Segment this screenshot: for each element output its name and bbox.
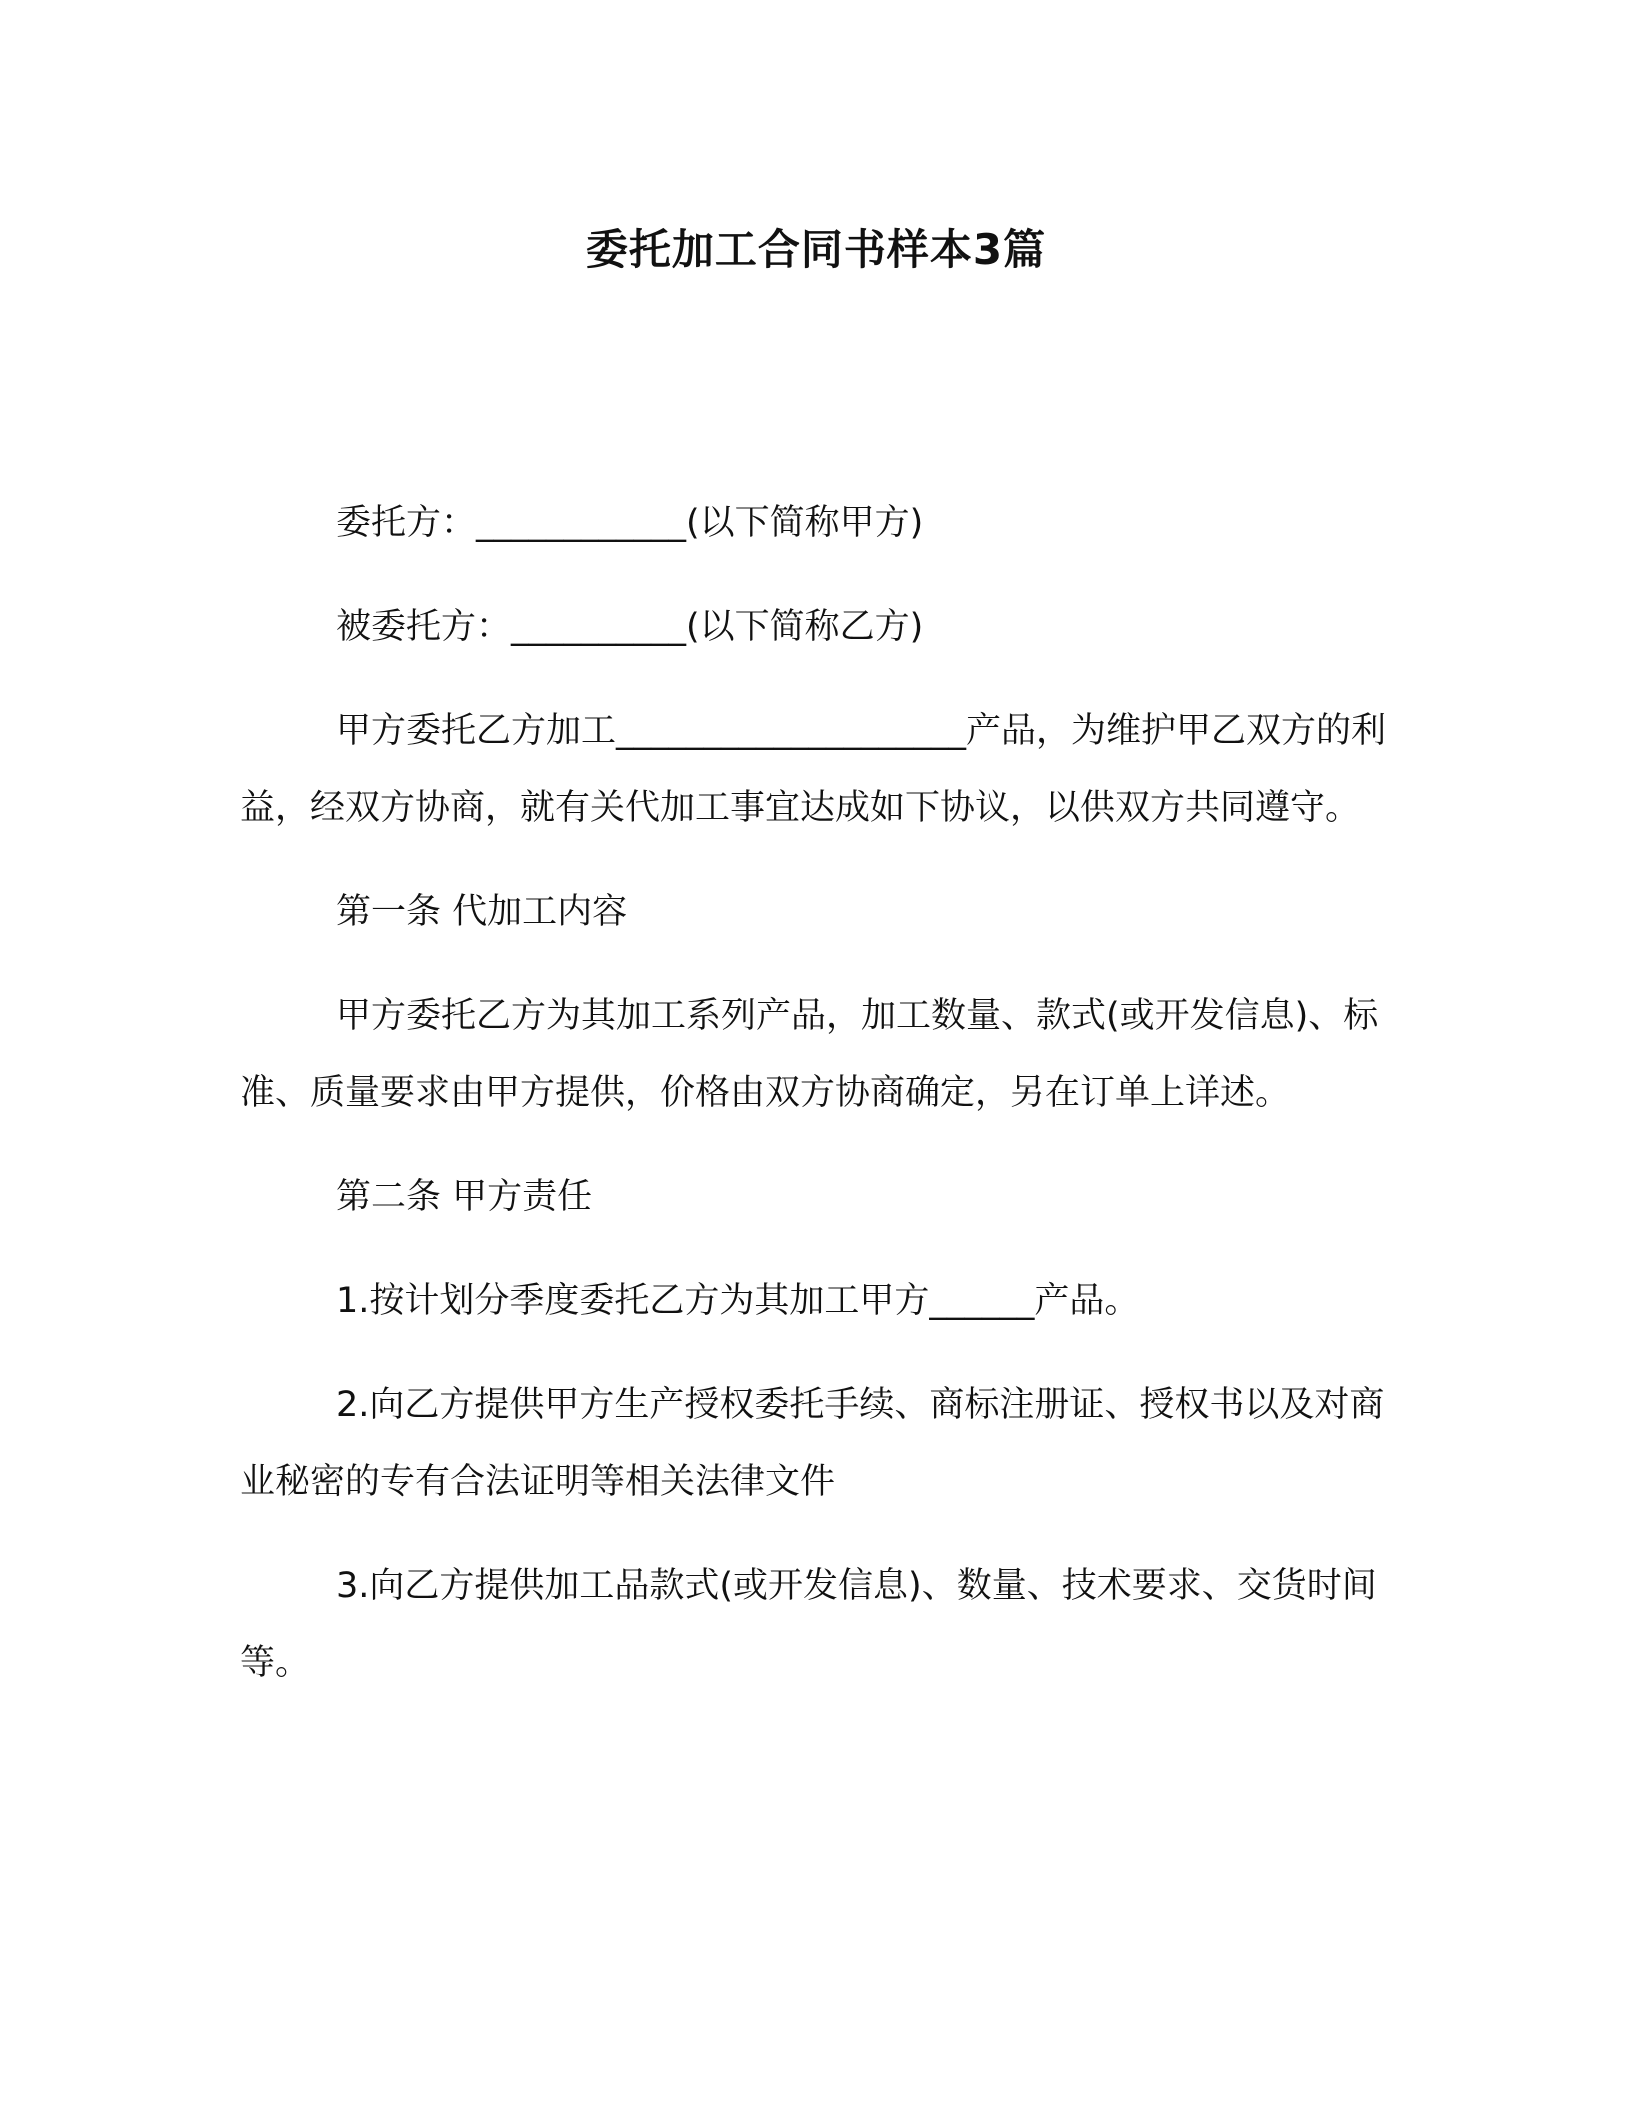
article-2-heading: 第二条 甲方责任 xyxy=(336,1177,593,1217)
preamble-paragraph: 甲方委托乙方加工____________________产品，为维护甲乙双方的利益，经双方协商，就有关代加工事宜达成如下协议，以供双方共同遵守。 xyxy=(240,711,1387,828)
document-title: 委托加工合同书样本3篇 xyxy=(585,225,1047,274)
article-2-item-3: 3.向乙方提供加工品款式(或开发信息)、数量、技术要求、交货时间等。 xyxy=(240,1566,1377,1683)
entrusting-party-line: 委托方：____________(以下简称甲方) xyxy=(336,503,924,543)
document-body xyxy=(240,485,1390,1729)
article-1-paragraph: 甲方委托乙方为其加工系列产品，加工数量、款式(或开发信息)、标准、质量要求由甲方提供，价格由双方协商确定，另在订单上详述。 xyxy=(240,996,1379,1113)
article-2-item-2: 2.向乙方提供甲方生产授权委托手续、商标注册证、授权书以及对商业秘密的专有合法证明等相关法律文件 xyxy=(240,1385,1385,1502)
article-1-heading: 第一条 代加工内容 xyxy=(336,892,628,932)
article-2-item-1: 1.按计划分季度委托乙方为其加工甲方______产品。 xyxy=(336,1281,1140,1321)
entrusted-party-line: 被委托方：__________(以下简称乙方) xyxy=(336,607,924,647)
